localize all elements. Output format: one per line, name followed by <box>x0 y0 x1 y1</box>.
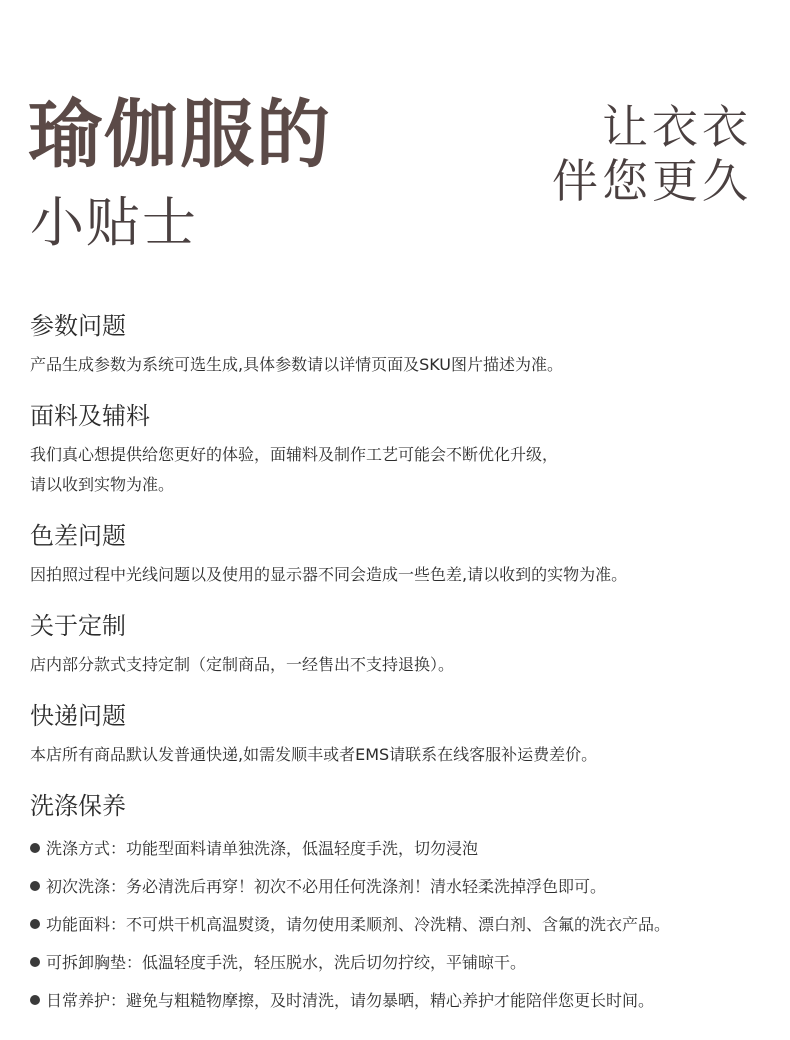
section-heading: 洗涤保养 <box>30 792 126 820</box>
tips-sections <box>30 310 770 1040</box>
slogan <box>552 100 752 208</box>
bullet-icon <box>30 843 40 853</box>
section-care <box>30 790 770 1020</box>
list-item <box>30 830 770 868</box>
slogan-line-1: 让衣衣 <box>602 100 752 154</box>
page-title: 瑜伽服的 <box>28 92 332 178</box>
section-heading: 参数问题 <box>30 312 126 340</box>
care-item-text: 日常养护：避免与粗糙物摩擦，及时清洗，请勿暴晒，精心养护才能陪伴您更长时间。 <box>46 991 655 1010</box>
care-item-text: 功能面料：不可烘干机高温熨烫，请勿使用柔顺剂、冷洗精、漂白剂、含氟的洗衣产品。 <box>46 915 671 934</box>
section-fabric <box>30 400 770 500</box>
section-text: 本店所有商品默认发普通快递,如需发顺丰或者EMS请联系在线客服补运费差价。 <box>30 745 598 764</box>
list-item <box>30 944 770 982</box>
section-heading: 色差问题 <box>30 522 126 550</box>
list-item <box>30 868 770 906</box>
care-item-text: 初次洗涤：务必清洗后再穿！初次不必用任何洗涤剂！清水轻柔洗掉浮色即可。 <box>46 877 607 896</box>
section-heading: 面料及辅料 <box>30 402 150 430</box>
page-subtitle: 小贴士 <box>30 191 198 254</box>
list-item <box>30 906 770 944</box>
section-text: 请以收到实物为准。 <box>30 475 175 494</box>
bullet-icon <box>30 881 40 891</box>
section-text: 因拍照过程中光线问题以及使用的显示器不同会造成一些色差,请以收到的实物为准。 <box>30 565 628 584</box>
section-text: 我们真心想提供给您更好的体验，面辅料及制作工艺可能会不断优化升级， <box>30 445 559 464</box>
section-shipping <box>30 700 770 770</box>
section-params <box>30 310 770 380</box>
list-item <box>30 982 770 1020</box>
care-item-text: 可拆卸胸垫：低温轻度手洗，轻压脱水，洗后切勿拧绞，平铺晾干。 <box>46 953 527 972</box>
section-text: 产品生成参数为系统可选生成,具体参数请以详情页面及SKU图片描述为准。 <box>30 355 564 374</box>
slogan-line-2: 伴您更久 <box>552 154 752 208</box>
care-list <box>30 830 770 1020</box>
section-text: 店内部分款式支持定制（定制商品，一经售出不支持退换）。 <box>30 655 455 674</box>
bullet-icon <box>30 957 40 967</box>
care-item-text: 洗涤方式：功能型面料请单独洗涤，低温轻度手洗，切勿浸泡 <box>46 839 479 858</box>
section-heading: 快递问题 <box>30 702 126 730</box>
bullet-icon <box>30 919 40 929</box>
section-customization <box>30 610 770 680</box>
bullet-icon <box>30 995 40 1005</box>
section-heading: 关于定制 <box>30 612 126 640</box>
section-color-difference <box>30 520 770 590</box>
